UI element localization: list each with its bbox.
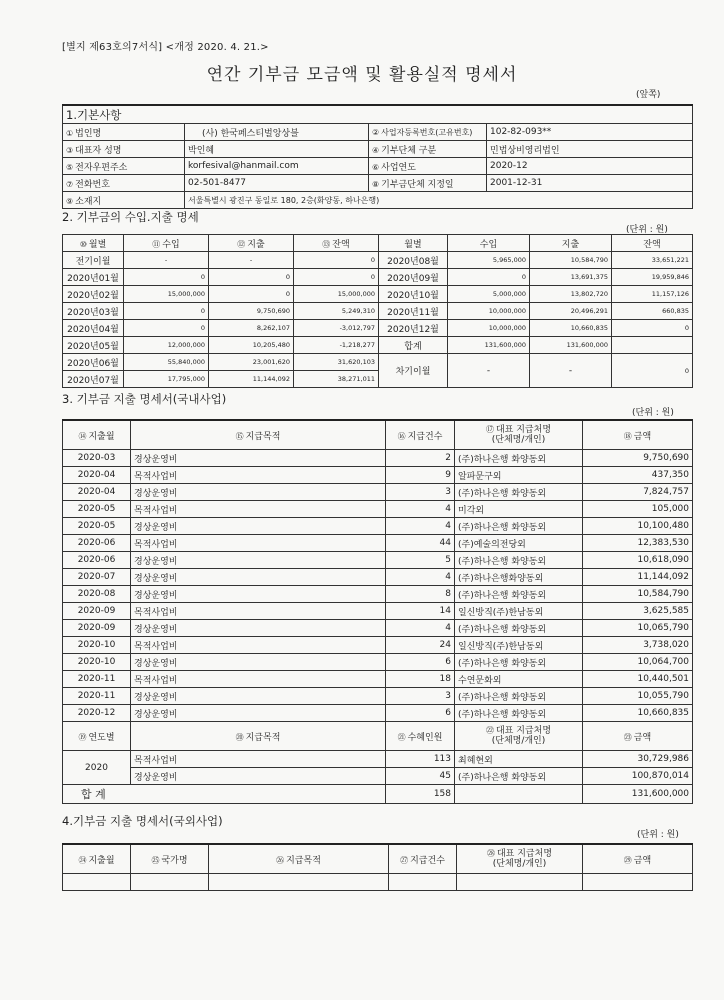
- table-row: [63, 286, 693, 303]
- field-label: ③ 대표자 성명: [63, 141, 185, 158]
- col-purpose: ㉖ 지급목적: [209, 844, 389, 874]
- balance-cell: 38,271,011: [294, 371, 379, 388]
- table-row: [63, 569, 693, 586]
- section2-unit: (단위 : 원): [626, 225, 668, 235]
- carry-expense: -: [530, 354, 612, 388]
- table-row: [63, 654, 693, 671]
- field-value-email: korfesival@hanmail.com: [185, 158, 369, 175]
- payee-cell: (주)하나은행 화양동외: [455, 654, 583, 671]
- month-cell: 2020년10월: [379, 286, 448, 303]
- total-payee: [455, 785, 583, 804]
- payee-cell: 알파문구외: [455, 467, 583, 484]
- income-cell: 5,000,000: [448, 286, 530, 303]
- expense-cell: 11,144,092: [209, 371, 294, 388]
- purpose-cell: 경상운영비: [131, 484, 386, 501]
- section1-title-row: [63, 105, 693, 124]
- empty-cell: [583, 874, 693, 891]
- table-row: [63, 354, 693, 371]
- payee-cell: (주)하나은행 화양동외: [455, 450, 583, 467]
- col-amount: ㉓ 금액: [583, 722, 693, 751]
- payee-cell: (주)하나은행 화양동외: [455, 484, 583, 501]
- field-value-biz-number: 102-82-093**: [487, 124, 693, 141]
- field-value-org-type: 민법상비영리법인: [487, 141, 693, 158]
- total-income: 131,600,000: [448, 337, 530, 354]
- balance-cell: 0: [612, 320, 693, 337]
- purpose-cell: 경상운영비: [131, 768, 386, 785]
- amount-cell: 7,824,757: [583, 484, 693, 501]
- month-cell: 2020-10: [63, 654, 131, 671]
- field-label: ⑦ 전화번호: [63, 175, 185, 192]
- balance-cell: 5,249,310: [294, 303, 379, 320]
- balance-cell: -1,218,277: [294, 337, 379, 354]
- purpose-cell: 목적사업비: [131, 671, 386, 688]
- table-row: [63, 637, 693, 654]
- table-row: [63, 620, 693, 637]
- expense-cell: -: [209, 252, 294, 269]
- count-cell: 18: [386, 671, 455, 688]
- balance-cell: 19,959,846: [612, 269, 693, 286]
- amount-cell: 12,383,530: [583, 535, 693, 552]
- purpose-cell: 목적사업비: [131, 603, 386, 620]
- table-row: [63, 303, 693, 320]
- balance-cell: 11,157,126: [612, 286, 693, 303]
- payee-cell: (주)예술의전당외: [455, 535, 583, 552]
- count-cell: 4: [386, 620, 455, 637]
- month-cell: 2020년07월: [63, 371, 124, 388]
- field-label: ① 법인명: [63, 124, 185, 141]
- expense-cell: 10,584,790: [530, 252, 612, 269]
- amount-cell: 30,729,986: [583, 751, 693, 768]
- field-value-designation-date: 2001-12-31: [487, 175, 693, 192]
- section4-unit: (단위 : 원): [637, 830, 679, 840]
- col-payee: ㉘ 대표 지급처명 (단체명/개인): [457, 844, 583, 874]
- table-row: [63, 874, 693, 891]
- purpose-cell: 목적사업비: [131, 535, 386, 552]
- col-income: 수입: [448, 235, 530, 252]
- month-cell: 2020-07: [63, 569, 131, 586]
- col-expense-month: ⑭ 지출월: [63, 420, 131, 450]
- amount-cell: 3,738,020: [583, 637, 693, 654]
- expense-cell: 13,691,375: [530, 269, 612, 286]
- amount-cell: 10,584,790: [583, 586, 693, 603]
- month-cell: 2020년01월: [63, 269, 124, 286]
- field-value-address: 서울특별시 광진구 동일로 180, 2층(화양동, 하나은행): [185, 192, 693, 209]
- col-income: ⑪ 수입: [124, 235, 209, 252]
- income-expense-header-row: [63, 235, 693, 252]
- expense-cell: 0: [209, 286, 294, 303]
- table-row: [63, 688, 693, 705]
- basic-info-table: [62, 104, 693, 209]
- purpose-cell: 경상운영비: [131, 518, 386, 535]
- purpose-cell: 목적사업비: [131, 751, 386, 768]
- overseas-expense-table: [62, 843, 693, 891]
- month-cell: 2020년06월: [63, 354, 124, 371]
- amount-cell: 10,064,700: [583, 654, 693, 671]
- field-label: ⑥ 사업연도: [369, 158, 487, 175]
- field-label: ⑧ 기부금단체 지정일: [369, 175, 487, 192]
- total-row: [63, 785, 693, 804]
- table-row: [63, 671, 693, 688]
- col-count: ⑯ 지급건수: [386, 420, 455, 450]
- income-cell: 17,795,000: [124, 371, 209, 388]
- col-expense: 지출: [530, 235, 612, 252]
- month-cell: 2020-10: [63, 637, 131, 654]
- table-row: [63, 252, 693, 269]
- empty-cell: [131, 874, 209, 891]
- table-row: [63, 535, 693, 552]
- amount-cell: 10,618,090: [583, 552, 693, 569]
- col-country: ㉕ 국가명: [131, 844, 209, 874]
- balance-cell: 33,651,221: [612, 252, 693, 269]
- expense-cell: 9,750,690: [209, 303, 294, 320]
- section2-title: 2. 기부금의 수입.지출 명세: [62, 210, 199, 224]
- field-value-phone: 02-501-8477: [185, 175, 369, 192]
- payee-cell: (주)하나은행 화양동외: [455, 552, 583, 569]
- month-cell: 2020년03월: [63, 303, 124, 320]
- basic-info-row: [63, 175, 693, 192]
- count-cell: 3: [386, 688, 455, 705]
- month-cell: 2020-03: [63, 450, 131, 467]
- basic-info-row: [63, 124, 693, 141]
- purpose-cell: 경상운영비: [131, 688, 386, 705]
- count-cell: 24: [386, 637, 455, 654]
- year-header-row: [63, 722, 693, 751]
- col-purpose: ⑮ 지급목적: [131, 420, 386, 450]
- table-row: [63, 751, 693, 768]
- overseas-header-row: [63, 844, 693, 874]
- amount-cell: 9,750,690: [583, 450, 693, 467]
- income-cell: 0: [124, 303, 209, 320]
- balance-cell: -3,012,797: [294, 320, 379, 337]
- expense-cell: 13,802,720: [530, 286, 612, 303]
- amount-cell: 10,100,480: [583, 518, 693, 535]
- col-month: ⑩ 월별: [63, 235, 124, 252]
- income-cell: 12,000,000: [124, 337, 209, 354]
- income-cell: 0: [124, 320, 209, 337]
- purpose-cell: 경상운영비: [131, 654, 386, 671]
- amount-cell: 10,440,501: [583, 671, 693, 688]
- basic-info-row: [63, 158, 693, 175]
- field-value-rep-name: 박인혜: [185, 141, 369, 158]
- table-row: [63, 337, 693, 354]
- amount-cell: 10,660,835: [583, 705, 693, 722]
- empty-cell: [209, 874, 389, 891]
- payee-cell: 수연문화외: [455, 671, 583, 688]
- col-expense-month: ㉔ 지출월: [63, 844, 131, 874]
- table-row: [63, 705, 693, 722]
- balance-cell: 15,000,000: [294, 286, 379, 303]
- payee-cell: 일신방직(주)한남동외: [455, 637, 583, 654]
- purpose-cell: 경상운영비: [131, 552, 386, 569]
- expense-cell: 10,660,835: [530, 320, 612, 337]
- payee-cell: (주)하나은행화양동외: [455, 569, 583, 586]
- payee-cell: (주)하나은행 화양동외: [455, 768, 583, 785]
- payee-cell: (주)하나은행 화양동외: [455, 620, 583, 637]
- page-side-label: (앞쪽): [636, 90, 661, 100]
- payee-cell: (주)하나은행 화양동외: [455, 688, 583, 705]
- income-cell: 10,000,000: [448, 320, 530, 337]
- count-cell: 44: [386, 535, 455, 552]
- section3-unit: (단위 : 원): [632, 408, 674, 418]
- col-amount: ㉙ 금액: [583, 844, 693, 874]
- total-beneficiaries: 158: [386, 785, 455, 804]
- balance-cell: 660,835: [612, 303, 693, 320]
- purpose-cell: 경상운영비: [131, 569, 386, 586]
- month-cell: 2020-04: [63, 484, 131, 501]
- table-row: [63, 450, 693, 467]
- amount-cell: 105,000: [583, 501, 693, 518]
- payee-cell: 최혜현외: [455, 751, 583, 768]
- balance-cell: 31,620,103: [294, 354, 379, 371]
- month-cell: 2020-11: [63, 688, 131, 705]
- col-balance: ⑬ 잔액: [294, 235, 379, 252]
- table-row: [63, 467, 693, 484]
- total-label: 합 계: [63, 785, 386, 804]
- domestic-expense-table: [62, 419, 693, 804]
- carry-balance: 0: [612, 354, 693, 388]
- amount-cell: 3,625,585: [583, 603, 693, 620]
- table-row: [63, 586, 693, 603]
- count-cell: 3: [386, 484, 455, 501]
- table-row: [63, 269, 693, 286]
- month-cell: 2020년09월: [379, 269, 448, 286]
- count-cell: 2: [386, 450, 455, 467]
- count-cell: 6: [386, 705, 455, 722]
- table-row: [63, 484, 693, 501]
- month-cell: 2020-09: [63, 603, 131, 620]
- field-label: ⑤ 전자우편주소: [63, 158, 185, 175]
- form-number: [별지 제63호의7서식] <개정 2020. 4. 21.>: [62, 42, 269, 53]
- month-cell: 2020-09: [63, 620, 131, 637]
- field-value-corp-name: (사) 한국페스티벌앙상블: [185, 124, 369, 141]
- purpose-cell: 목적사업비: [131, 637, 386, 654]
- month-cell: 2020-06: [63, 535, 131, 552]
- amount-cell: 437,350: [583, 467, 693, 484]
- field-label: ④ 기부단체 구분: [369, 141, 487, 158]
- payee-cell: 미각외: [455, 501, 583, 518]
- payee-cell: (주)하나은행 화양동외: [455, 518, 583, 535]
- total-expense: 131,600,000: [530, 337, 612, 354]
- month-cell: 2020년08월: [379, 252, 448, 269]
- empty-cell: [389, 874, 457, 891]
- payee-cell: (주)하나은행 화양동외: [455, 586, 583, 603]
- month-cell: 2020-06: [63, 552, 131, 569]
- empty-cell: [63, 874, 131, 891]
- table-row: [63, 320, 693, 337]
- balance-cell: 0: [294, 269, 379, 286]
- basic-info-row: [63, 192, 693, 209]
- section3-title: 3. 기부금 지출 명세서(국내사업): [62, 392, 227, 406]
- expense-cell: 0: [209, 269, 294, 286]
- count-cell: 9: [386, 467, 455, 484]
- month-cell: 2020년12월: [379, 320, 448, 337]
- total-amount: 131,600,000: [583, 785, 693, 804]
- month-cell: 2020-05: [63, 518, 131, 535]
- month-cell: 2020-11: [63, 671, 131, 688]
- month-cell: 2020년02월: [63, 286, 124, 303]
- amount-cell: 11,144,092: [583, 569, 693, 586]
- month-cell: 2020년11월: [379, 303, 448, 320]
- field-label: ② 사업자등록번호(고유번호): [369, 124, 487, 141]
- table-row: [63, 603, 693, 620]
- income-cell: 0: [124, 269, 209, 286]
- month-cell: 2020년05월: [63, 337, 124, 354]
- balance-cell: 0: [294, 252, 379, 269]
- count-cell: 4: [386, 518, 455, 535]
- col-payee: ⑰ 대표 지급처명 (단체명/개인): [455, 420, 583, 450]
- domestic-header-row: [63, 420, 693, 450]
- total-balance: [612, 337, 693, 354]
- table-row: [63, 518, 693, 535]
- count-cell: 8: [386, 586, 455, 603]
- table-row: [63, 552, 693, 569]
- col-expense: ⑫ 지출: [209, 235, 294, 252]
- month-cell: 2020년04월: [63, 320, 124, 337]
- section4-title: 4.기부금 지출 명세서(국외사업): [62, 814, 223, 828]
- income-cell: 55,840,000: [124, 354, 209, 371]
- purpose-cell: 경상운영비: [131, 450, 386, 467]
- beneficiaries-cell: 45: [386, 768, 455, 785]
- income-cell: 15,000,000: [124, 286, 209, 303]
- month-cell: 2020-04: [63, 467, 131, 484]
- amount-cell: 100,870,014: [583, 768, 693, 785]
- month-cell: 전기이월: [63, 252, 124, 269]
- income-expense-table: [62, 234, 693, 388]
- purpose-cell: 경상운영비: [131, 586, 386, 603]
- col-purpose: ⑳ 지급목적: [131, 722, 386, 751]
- month-cell: 2020-12: [63, 705, 131, 722]
- expense-cell: 20,496,291: [530, 303, 612, 320]
- carry-income: -: [448, 354, 530, 388]
- beneficiaries-cell: 113: [386, 751, 455, 768]
- count-cell: 6: [386, 654, 455, 671]
- carry-label: 차기이월: [379, 354, 448, 388]
- income-cell: 0: [448, 269, 530, 286]
- month-cell: 2020-05: [63, 501, 131, 518]
- expense-cell: 8,262,107: [209, 320, 294, 337]
- col-amount: ⑱ 금액: [583, 420, 693, 450]
- col-payee: ㉒ 대표 지급처명 (단체명/개인): [455, 722, 583, 751]
- payee-cell: (주)하나은행 화양동외: [455, 705, 583, 722]
- amount-cell: 10,055,790: [583, 688, 693, 705]
- col-beneficiaries: ㉑ 수혜인원: [386, 722, 455, 751]
- purpose-cell: 목적사업비: [131, 467, 386, 484]
- expense-cell: 10,205,480: [209, 337, 294, 354]
- basic-info-row: [63, 141, 693, 158]
- purpose-cell: 목적사업비: [131, 501, 386, 518]
- empty-cell: [457, 874, 583, 891]
- expense-cell: 23,001,620: [209, 354, 294, 371]
- total-label: 합계: [379, 337, 448, 354]
- count-cell: 14: [386, 603, 455, 620]
- table-row: [63, 501, 693, 518]
- income-cell: -: [124, 252, 209, 269]
- document-title: 연간 기부금 모금액 및 활용실적 명세서: [206, 65, 518, 85]
- col-count: ㉗ 지급건수: [389, 844, 457, 874]
- month-cell: 2020-08: [63, 586, 131, 603]
- purpose-cell: 경상운영비: [131, 620, 386, 637]
- count-cell: 4: [386, 501, 455, 518]
- purpose-cell: 경상운영비: [131, 705, 386, 722]
- payee-cell: 일신방직(주)한남동외: [455, 603, 583, 620]
- col-year: ⑲ 연도별: [63, 722, 131, 751]
- amount-cell: 10,065,790: [583, 620, 693, 637]
- col-balance: 잔액: [612, 235, 693, 252]
- field-label: ⑨ 소재지: [63, 192, 185, 209]
- income-cell: 10,000,000: [448, 303, 530, 320]
- year-cell: 2020: [63, 751, 131, 785]
- table-row: [63, 768, 693, 785]
- count-cell: 4: [386, 569, 455, 586]
- col-month: 월별: [379, 235, 448, 252]
- income-cell: 5,965,000: [448, 252, 530, 269]
- count-cell: 5: [386, 552, 455, 569]
- section1-title: 1.기본사항: [63, 105, 693, 124]
- field-value-fiscal-year: 2020-12: [487, 158, 693, 175]
